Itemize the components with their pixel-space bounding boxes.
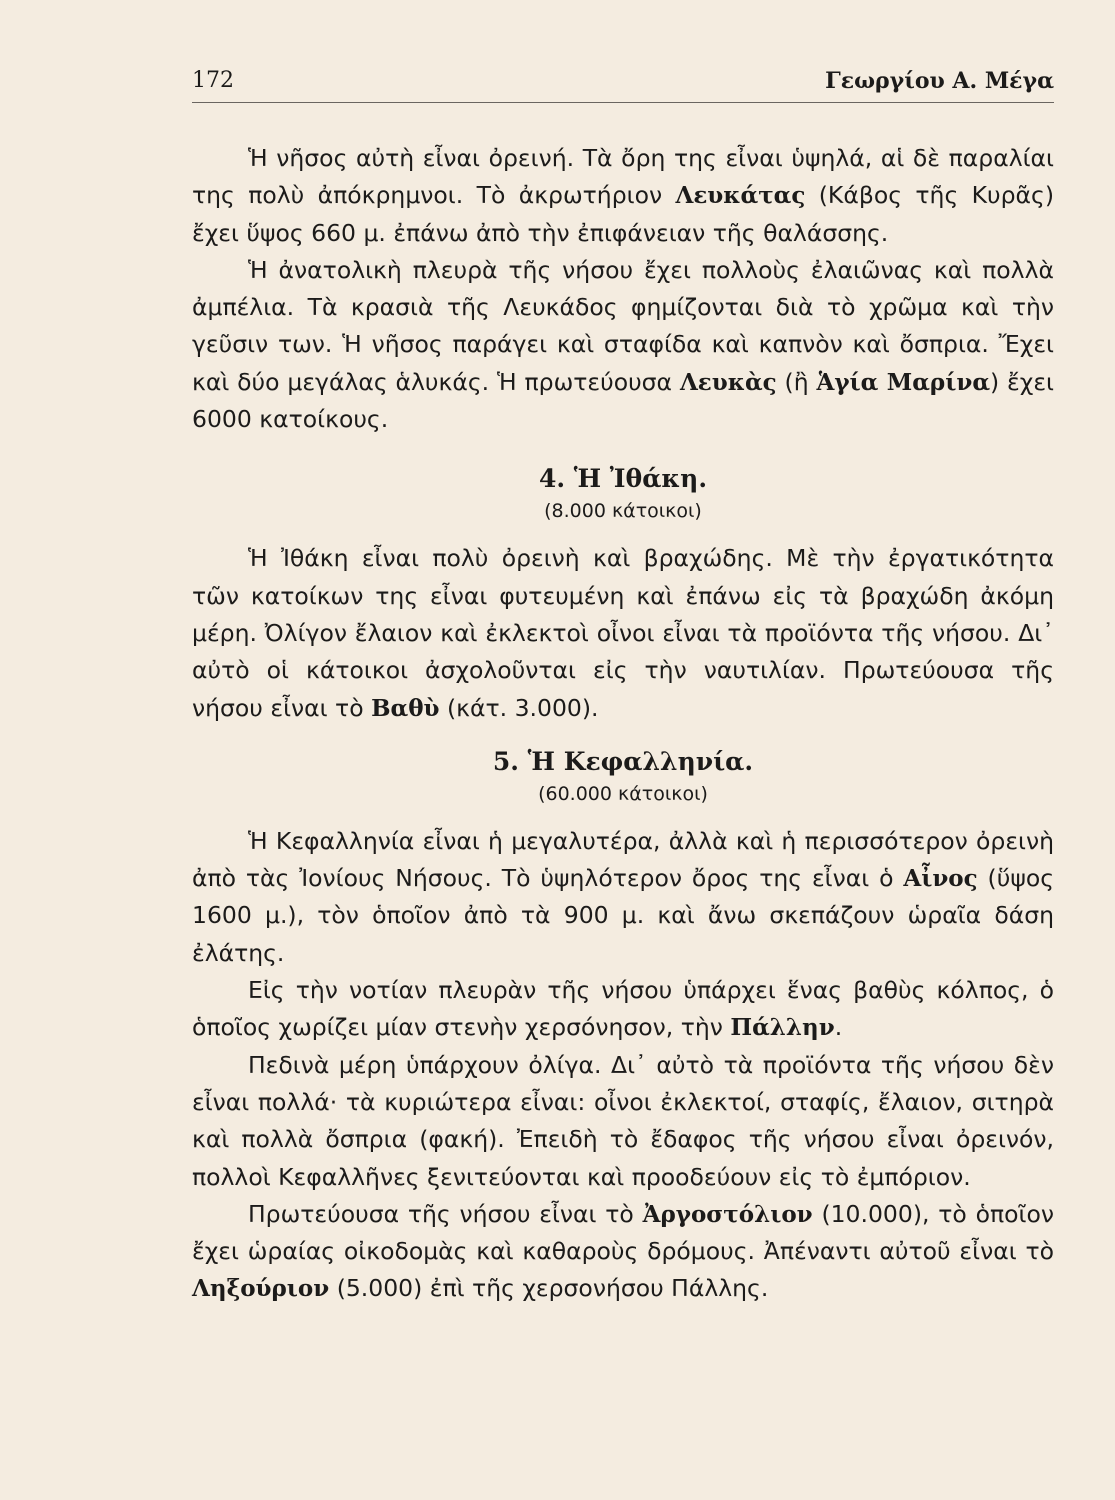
lefkada-paragraph-2: Ἡ ἀνατολικὴ πλευρὰ τῆς νήσου ἔχει πολλοὺς ἐλαιῶνας καὶ πολλὰ ἀμπέλια. Τὰ κρασιὰ τῆς Λευκάδος φημίζονται διὰ τὸ χρῶμα καὶ τὴν γεῦσιν των. Ἡ νῆσος παράγει καὶ σταφίδα καὶ καπνὸν καὶ ὄσπρια. Ἔχει καὶ δύο μεγάλας ἁλυκάς. Ἡ πρωτεύουσα Λευκὰς (ἢ Ἁγία Μαρίνα) ἔχει 6000 κατοίκους. — [192, 255, 1054, 434]
section-heading-ithaki: 4. Ἡ Ἰθάκη. — [538, 464, 708, 494]
kefallinia-paragraph-2: Εἰς τὴν νοτίαν πλευρὰν τῆς νήσου ὑπάρχει ἕνας βαθὺς κόλπος, ὁ ὁποῖος χωρίζει μίαν στενὴν χερσόνησον, τὴν Πάλλην. — [192, 976, 1054, 1042]
kefallinia-paragraph-4: Πρωτεύουσα τῆς νήσου εἶναι τὸ Ἀργοστόλιον (10.000), τὸ ὁποῖον ἔχει ὡραίας οἰκοδομὰς καὶ καθαροὺς δρόμους. Ἀπέναντι αὐτοῦ εἶναι τὸ Ληξούριον (5.000) ἐπὶ τῆς χερσονήσου Πάλλης. — [192, 1199, 1054, 1303]
kefallinia-paragraph-1: Ἡ Κεφαλληνία εἶναι ἡ μεγαλυτέρα, ἀλλὰ καὶ ἡ περισσότερον ὀρεινὴ ἀπὸ τὰς Ἰονίους Νήσους. Τὸ ὑψηλότερον ὄρος της εἶναι ὁ Αἶνος (ὕψος 1600 μ.), τὸν ὁποῖον ἀπὸ τὰ 900 μ. καὶ ἄνω σκεπάζουν ὡραῖα δάση ἐλάτης. — [192, 826, 1054, 967]
kefallinia-paragraph-3: Πεδινὰ μέρη ὑπάρχουν ὀλίγα. Δι᾽ αὐτὸ τὰ προϊόντα τῆς νήσου δὲν εἶναι πολλά· τὰ κυριώτερα εἶναι: οἶνοι ἐκλεκτοί, σταφίς, ἔλαιον, σιτηρὰ καὶ πολλὰ ὄσπρια (φακή). Ἐπειδὴ τὸ ἔδαφος τῆς νήσου εἶναι ὀρεινόν, πολλοὶ Κεφαλλῆνες ξενιτεύονται καὶ προοδεύουν εἰς τὸ ἐμπόριον. — [192, 1050, 1054, 1191]
running-title: Γεωργίου Α. Μέγα — [825, 68, 1054, 94]
place-name: Ἀργοστόλιον — [642, 1200, 813, 1228]
place-name: Λευκὰς — [679, 368, 777, 396]
body-text — [192, 140, 1054, 1308]
lefkada-paragraph-1: Ἡ νῆσος αὐτὴ εἶναι ὀρεινή. Τὰ ὄρη της εἶναι ὑψηλά, αἱ δὲ παραλίαι της πολὺ ἀπόκρημνοι. Τὸ ἀκρωτήριον Λευκάτας (Κάβος τῆς Κυρᾶς) ἔχει ὕψος 660 μ. ἐπάνω ἀπὸ τὴν ἐπιφάνειαν τῆς θαλάσσης. — [192, 144, 1054, 247]
ithaki-paragraph-1: Ἡ Ἰθάκη εἶναι πολὺ ὀρεινὴ καὶ βραχώδης. Μὲ τὴν ἐργατικότητα τῶν κατοίκων της εἶναι φυτευμένη καὶ ἐπάνω εἰς τὰ βραχώδη ἀκόμη μέρη. Ὀλίγον ἔλαιον καὶ ἐκλεκτοὶ οἶνοι εἶναι τὰ προϊόντα τῆς νήσου. Δι᾽ αὐτὸ οἱ κάτοικοι ἀσχολοῦνται εἰς τὴν ναυτιλίαν. Πρωτεύουσα τῆς νήσου εἶναι τὸ Βαθὺ (κάτ. 3.000). — [192, 544, 1054, 722]
section-heading-kefallinia: 5. Ἡ Κεφαλληνία. — [492, 746, 754, 776]
place-name: Ληξούριον — [192, 1275, 330, 1303]
place-name: Αἶνος — [903, 865, 978, 893]
place-name: Ἁγία Μαρίνα — [816, 368, 991, 396]
place-name: Βαθὺ — [371, 694, 440, 722]
page-header — [192, 68, 1054, 104]
population-kefallinia: (60.000 κάτοικοι) — [538, 782, 708, 805]
page-number: 172 — [192, 68, 234, 93]
population-ithaki: (8.000 κάτοικοι) — [544, 500, 702, 523]
header-rule — [192, 102, 1054, 103]
place-name: Πάλλην — [730, 1014, 835, 1042]
place-name: Λευκάτας — [675, 182, 806, 210]
